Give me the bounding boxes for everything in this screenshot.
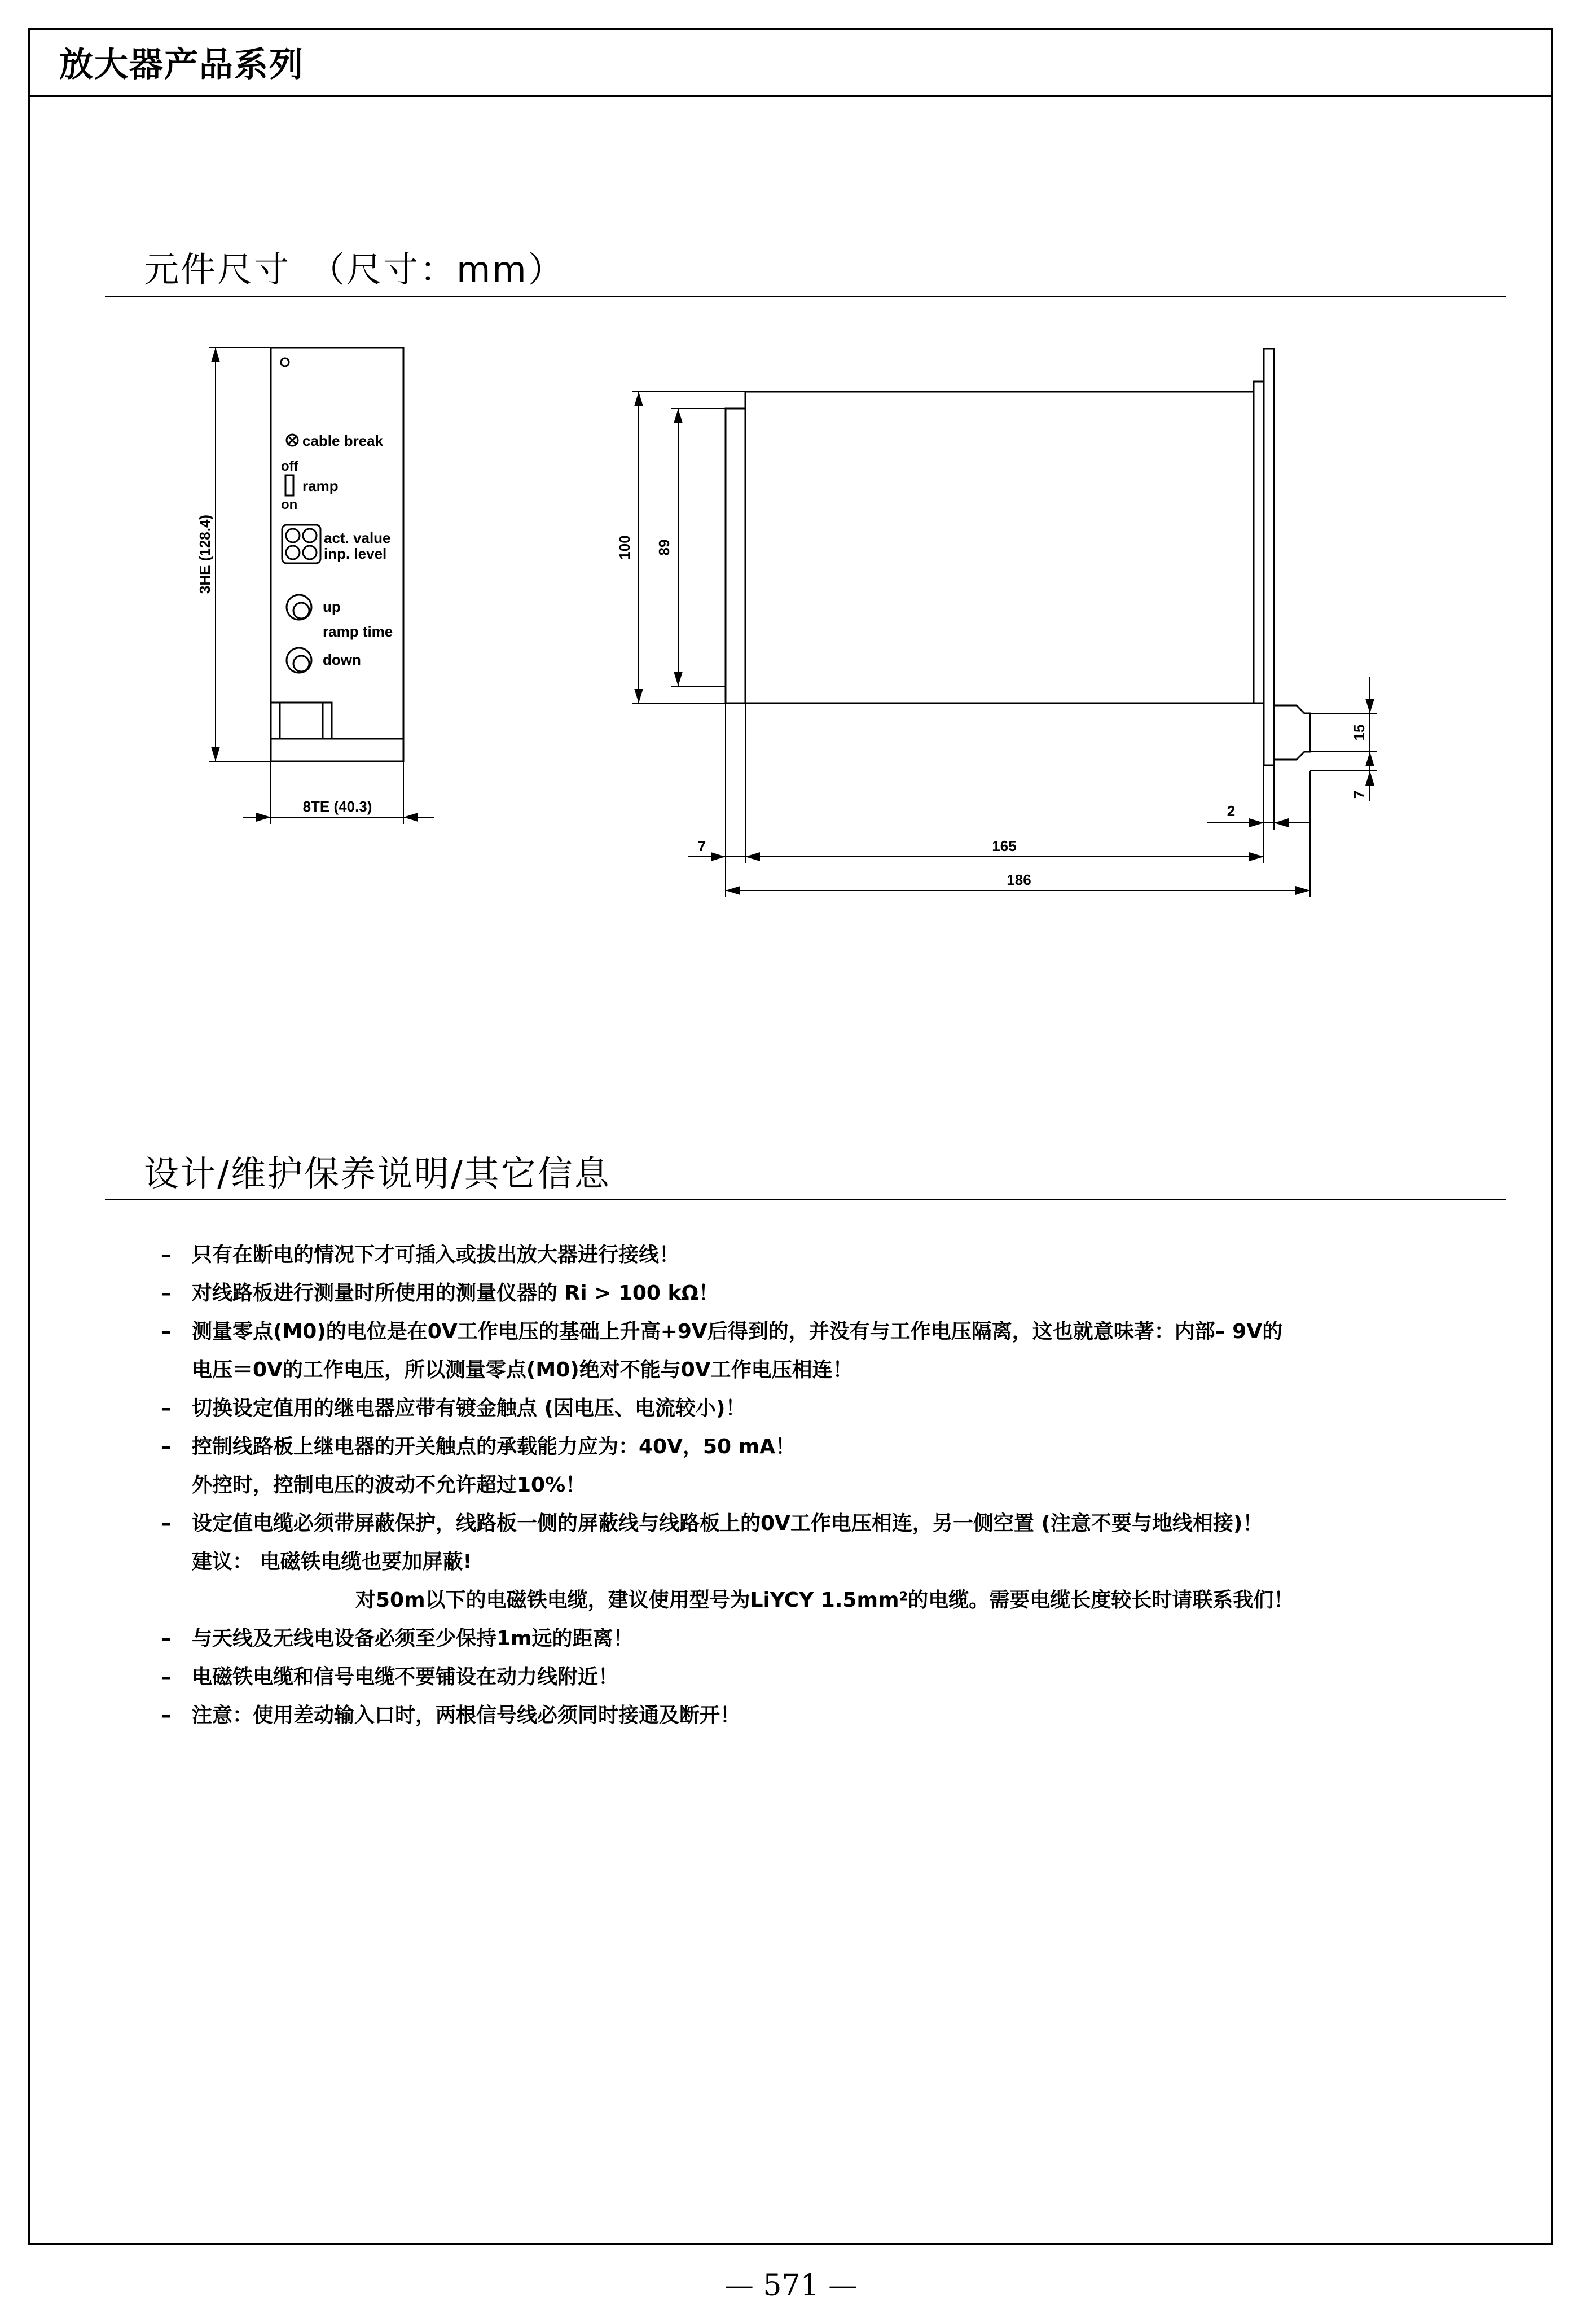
- front-panel-drawing: [186, 327, 446, 835]
- note-item: [161, 1236, 1458, 1274]
- dimensions-section-title: 元件尺寸 （尺寸：mm）: [144, 249, 565, 290]
- ramp-time-label: ramp time: [323, 623, 393, 640]
- header-title: 放大器产品系列: [59, 45, 304, 85]
- dim-186-label: 186: [1007, 871, 1031, 888]
- dimensions-section-rule: [105, 296, 1506, 297]
- dim-7-left-label: 7: [697, 837, 706, 854]
- note-text: 只有在断电的情况下才可插入或拔出放大器进行接线！: [192, 1243, 680, 1266]
- note-text: 测量零点(M0)的电位是在0V工作电压的基础上升高+9V后得到的，并没有与工作电压隔离，这也就意味著：内部– 9V的: [192, 1320, 1283, 1343]
- pot-down-label: down: [323, 651, 361, 668]
- note-item: [161, 1389, 1458, 1428]
- note-dash: –: [161, 1320, 171, 1343]
- notes-section-rule: [105, 1199, 1506, 1200]
- act-value-label: act. value: [324, 529, 391, 546]
- dim-7-right-label: 7: [1351, 790, 1368, 799]
- note-item: [161, 1428, 1458, 1505]
- note-continuation: 电压＝0V的工作电压，所以测量零点(M0)绝对不能与0V工作电压相连！: [192, 1358, 853, 1382]
- note-dash: –: [161, 1704, 171, 1727]
- note-item: [161, 1658, 1458, 1696]
- note-text: 控制线路板上继电器的开关触点的承载能力应为：40V，50 mA！: [192, 1435, 796, 1458]
- note-dash: –: [161, 1627, 171, 1650]
- width-dim-label: 8TE (40.3): [302, 798, 372, 815]
- dim-15-label: 15: [1351, 724, 1368, 741]
- note-continuation: 对50m以下的电磁铁电缆，建议使用型号为LiYCY 1.5mm²的电缆。需要电缆长度较长时请联系我们！: [355, 1589, 1294, 1612]
- height-dim-label: 3HE (128.4): [196, 514, 213, 594]
- note-continuation: 建议： 电磁铁电缆也要加屏蔽!: [192, 1550, 472, 1573]
- note-text: 对线路板进行测量时所使用的测量仪器的 Ri > 100 kΩ！: [192, 1282, 719, 1305]
- note-item: [161, 1620, 1458, 1658]
- side-view-drawing: [598, 339, 1410, 914]
- dim-165-label: 165: [992, 837, 1017, 854]
- notes-list: [161, 1236, 1458, 1735]
- note-text: 与天线及无线电设备必须至少保持1m远的距离！: [192, 1627, 634, 1650]
- note-dash: –: [161, 1282, 171, 1305]
- note-item: [161, 1274, 1458, 1313]
- switch-off-label: off: [281, 459, 298, 474]
- note-dash: –: [161, 1435, 171, 1458]
- note-dash: –: [161, 1512, 171, 1535]
- note-text: 注意：使用差动输入口时，两根信号线必须同时接通及断开！: [192, 1704, 741, 1727]
- notes-section-title: 设计/维护保养说明/其它信息: [144, 1153, 611, 1194]
- inp-level-label: inp. level: [324, 545, 387, 562]
- note-item: [161, 1505, 1458, 1620]
- note-text: 设定值电缆必须带屏蔽保护，线路板一侧的屏蔽线与线路板上的0V工作电压相连，另一侧空置 (注意不要与地线相接)！: [192, 1512, 1263, 1535]
- switch-ramp-label: ramp: [302, 477, 339, 494]
- dim-89-label: 89: [656, 539, 673, 556]
- note-dash: –: [161, 1665, 171, 1689]
- switch-on-label: on: [281, 497, 298, 512]
- note-item: [161, 1313, 1458, 1389]
- pot-up-label: up: [323, 598, 341, 615]
- cable-break-label: cable break: [302, 432, 384, 449]
- note-text: 电磁铁电缆和信号电缆不要铺设在动力线附近！: [192, 1665, 619, 1689]
- note-dash: –: [161, 1397, 171, 1420]
- page-number: — 571 —: [724, 2269, 858, 2303]
- note-item: [161, 1696, 1458, 1735]
- note-continuation: 外控时，控制电压的波动不允许超过10%！: [192, 1474, 586, 1497]
- dim-2-label: 2: [1227, 803, 1236, 819]
- note-dash: –: [161, 1243, 171, 1266]
- note-text: 切换设定值用的继电器应带有镀金触点 (因电压、电流较小)！: [192, 1397, 746, 1420]
- header-bar: [30, 30, 1551, 97]
- dim-100-label: 100: [616, 535, 633, 560]
